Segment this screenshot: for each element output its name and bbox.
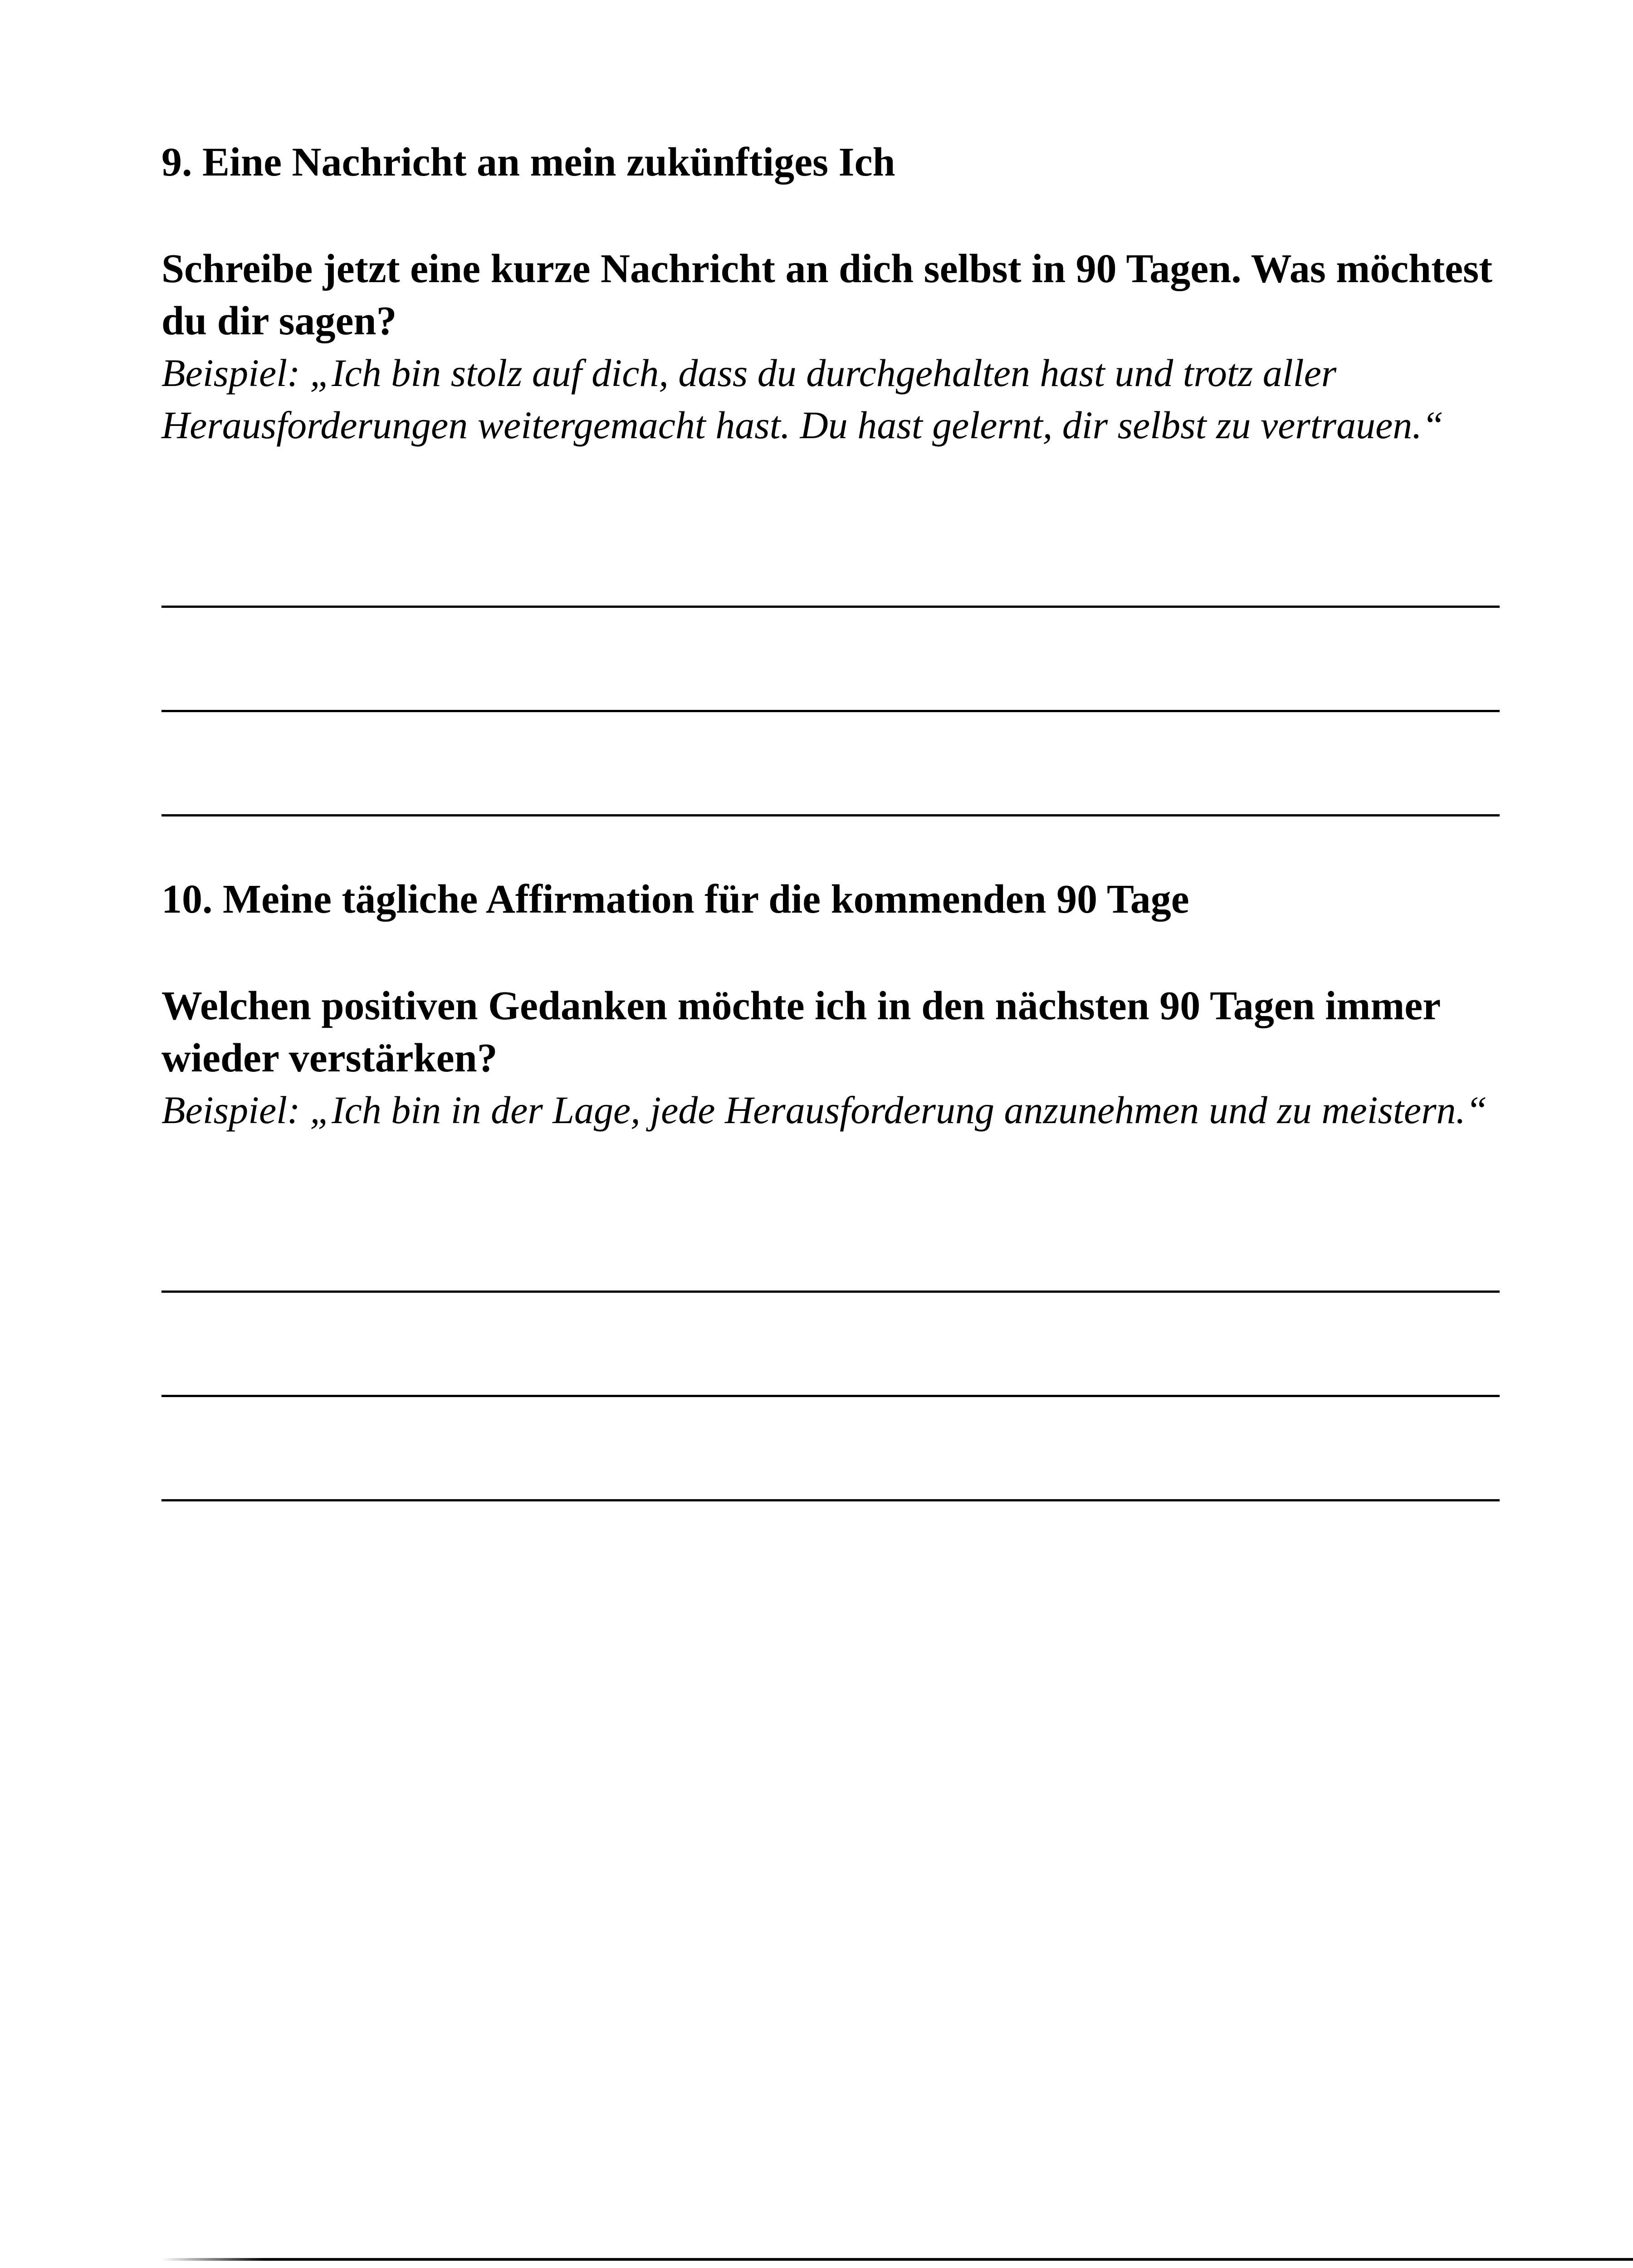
section-10-heading: 10. Meine tägliche Affirmation für die kommenden 90 Tage	[161, 877, 1189, 922]
section-9-answer-line-2[interactable]	[161, 710, 1500, 712]
section-9-example: Beispiel: „Ich bin stolz auf dich, dass du durchgehalten hast und trotz aller Herausforderungen weitergemacht hast. Du hast gelernt, dir selbst zu vertrauen.“	[161, 351, 1444, 447]
section-10-example: Beispiel: „Ich bin in der Lage, jede Herausforderung anzunehmen und zu meistern.“	[161, 1088, 1487, 1132]
section-9-answer-line-1[interactable]	[161, 606, 1500, 608]
footer-rule-fade	[161, 2258, 266, 2261]
section-10-answer-line-2[interactable]	[161, 1395, 1500, 1397]
section-9-heading: 9. Eine Nachricht an mein zukünftiges Ich	[161, 140, 895, 185]
section-10-answer-line-3[interactable]	[161, 1499, 1500, 1501]
section-9-answer-line-3[interactable]	[161, 814, 1500, 816]
section-9-question: Schreibe jetzt eine kurze Nachricht an dich selbst in 90 Tagen. Was möchtest du dir sagen?	[161, 246, 1493, 343]
section-10-answer-line-1[interactable]	[161, 1290, 1500, 1293]
footer-rule	[161, 2258, 1633, 2261]
section-10-question: Welchen positiven Gedanken möchte ich in den nächsten 90 Tagen immer wieder verstärken?	[161, 983, 1440, 1080]
